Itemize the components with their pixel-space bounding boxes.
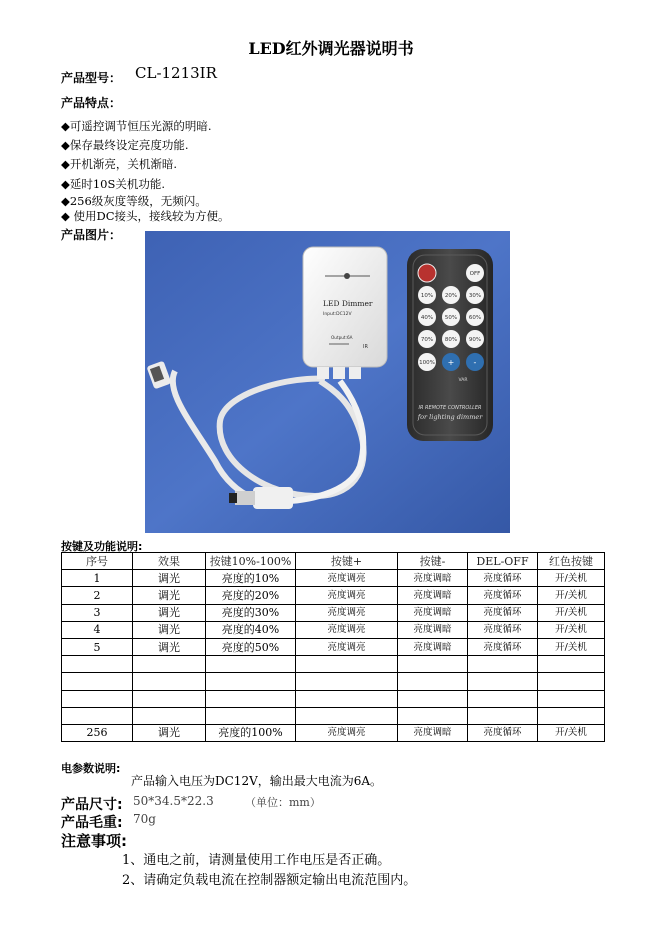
table-cell [296, 690, 398, 707]
remote-plus-button: + [447, 358, 455, 367]
table-cell: 开/关机 [538, 604, 605, 621]
table-header-row [62, 553, 605, 570]
remote-minus-button: - [473, 358, 477, 367]
table-cell: 亮度调亮 [296, 587, 398, 604]
table-cell: 调光 [133, 621, 206, 638]
table-cell: 亮度调暗 [398, 604, 468, 621]
table-cell [206, 690, 296, 707]
table-cell: 调光 [133, 638, 206, 655]
remote-button: 70% [420, 337, 434, 343]
table-cell [538, 656, 605, 673]
table-cell [468, 656, 538, 673]
table-cell [538, 707, 605, 724]
remote-subcaption: for lighting dimmer [417, 413, 483, 421]
dimmer-title: LED Dimmer [323, 299, 373, 308]
table-cell [538, 673, 605, 690]
table-cell: 亮度循环 [468, 638, 538, 655]
table-cell [468, 707, 538, 724]
table-cell: 亮度的50% [206, 638, 296, 655]
table-cell: 亮度循环 [468, 621, 538, 638]
model-value: CL-1213IR [135, 64, 217, 82]
table-cell: 调光 [133, 587, 206, 604]
product-photo [145, 231, 510, 533]
table-cell [206, 707, 296, 724]
table-cell [133, 707, 206, 724]
dimmer-ir: IR [363, 344, 368, 350]
table-cell: 亮度的30% [206, 604, 296, 621]
table-cell [296, 673, 398, 690]
table-cell: 亮度的40% [206, 621, 296, 638]
table-header-cell: 按键10%-100% [206, 553, 296, 570]
table-row [62, 587, 605, 604]
table-cell [398, 673, 468, 690]
note-item: 2、请确定负载电流在控制器额定输出电流范围内。 [122, 873, 417, 888]
table-cell: 亮度调亮 [296, 621, 398, 638]
table-header-cell: 按键- [398, 553, 468, 570]
document-title: LED红外调光器说明书 [248, 39, 414, 58]
table-cell [62, 707, 133, 724]
table-cell: 5 [62, 638, 133, 655]
table-header-cell: 红色按键 [538, 553, 605, 570]
table-cell: 亮度调亮 [296, 604, 398, 621]
dimmer-input: Input:DC12V [323, 312, 352, 317]
table-cell: 调光 [133, 570, 206, 587]
feature-item: ◆开机渐亮，关机渐暗. [61, 157, 177, 171]
table-cell: 开/关机 [538, 587, 605, 604]
table-cell [62, 656, 133, 673]
remote-caption: IR REMOTE CONTROLLER [418, 405, 482, 411]
table-row [62, 570, 605, 587]
size-label: 产品尺寸: [61, 797, 123, 813]
remote-button: 90% [468, 337, 482, 343]
table-cell: 开/关机 [538, 638, 605, 655]
table-cell: 开/关机 [538, 570, 605, 587]
dimmer-output: Output:6A [331, 335, 353, 340]
table-cell [206, 673, 296, 690]
electrical-text: 产品输入电压为DC12V，输出最大电流为6A。 [131, 774, 383, 788]
picture-label: 产品图片： [61, 228, 122, 242]
table-cell [133, 656, 206, 673]
table-cell: 亮度循环 [468, 587, 538, 604]
table-cell: 开/关机 [538, 724, 605, 741]
table-cell: 亮度调亮 [296, 638, 398, 655]
note-item: 1、通电之前，请测量使用工作电压是否正确。 [122, 853, 391, 868]
remote-button: 50% [444, 315, 458, 321]
table-cell: 亮度的20% [206, 587, 296, 604]
weight-value: 70g [133, 812, 156, 826]
table-cell: 亮度调亮 [296, 724, 398, 741]
remote-off-button: OFF [469, 271, 481, 277]
table-cell: 亮度的10% [206, 570, 296, 587]
model-label: 产品型号： [61, 71, 122, 85]
table-cell: 亮度的100% [206, 724, 296, 741]
table-cell [398, 707, 468, 724]
table-cell [468, 690, 538, 707]
table-cell [133, 690, 206, 707]
remote-button: 20% [444, 293, 458, 299]
table-cell: 256 [62, 724, 133, 741]
table-cell [538, 690, 605, 707]
feature-item: ◆ 使用DC接头，接线较为方便。 [61, 209, 230, 223]
table-header-cell: 按键+ [296, 553, 398, 570]
table-cell: 1 [62, 570, 133, 587]
remote-button: 60% [468, 315, 482, 321]
table-cell [206, 656, 296, 673]
weight-label: 产品毛重: [61, 815, 123, 831]
table-cell: 亮度调暗 [398, 724, 468, 741]
table-cell: 亮度调亮 [296, 570, 398, 587]
table-row [62, 690, 605, 707]
remote-button: 100% [419, 360, 435, 366]
table-row [62, 724, 605, 741]
keys-table [61, 552, 605, 742]
features-label: 产品特点： [61, 96, 122, 110]
table-cell: 调光 [133, 724, 206, 741]
feature-item: ◆可遥控调节恒压光源的明暗. [61, 119, 212, 133]
table-row [62, 707, 605, 724]
table-cell [62, 690, 133, 707]
table-row [62, 621, 605, 638]
table-cell: 亮度循环 [468, 604, 538, 621]
feature-item: ◆保存最终设定亮度功能. [61, 138, 189, 152]
table-cell: 调光 [133, 604, 206, 621]
electrical-label: 电参数说明: [61, 762, 121, 775]
table-cell: 4 [62, 621, 133, 638]
keys-label: 按键及功能说明: [61, 540, 143, 553]
table-header-cell: 效果 [133, 553, 206, 570]
feature-item: ◆256级灰度等级，无频闪。 [61, 194, 207, 208]
table-cell: 2 [62, 587, 133, 604]
size-unit: （单位：mm） [245, 796, 321, 809]
table-cell: 亮度调暗 [398, 621, 468, 638]
remote-button: 10% [420, 293, 434, 299]
table-row [62, 604, 605, 621]
remote-var-label: VAR [458, 378, 468, 383]
table-cell [398, 690, 468, 707]
table-cell [296, 707, 398, 724]
remote-button: 80% [444, 337, 458, 343]
table-cell: 亮度调暗 [398, 587, 468, 604]
table-header-cell: DEL-OFF [468, 553, 538, 570]
table-row [62, 638, 605, 655]
table-cell: 亮度调暗 [398, 638, 468, 655]
remote-button: 40% [420, 315, 434, 321]
table-header-cell: 序号 [62, 553, 133, 570]
table-cell: 亮度循环 [468, 724, 538, 741]
table-cell [62, 673, 133, 690]
table-cell [468, 673, 538, 690]
size-value: 50*34.5*22.3 [133, 794, 214, 808]
table-cell: 亮度调暗 [398, 570, 468, 587]
table-row [62, 673, 605, 690]
table-cell: 亮度循环 [468, 570, 538, 587]
table-cell [133, 673, 206, 690]
table-cell: 开/关机 [538, 621, 605, 638]
remote-button: 30% [468, 293, 482, 299]
notes-label: 注意事项: [61, 832, 127, 850]
feature-item: ◆延时10S关机功能. [61, 177, 166, 191]
table-row [62, 656, 605, 673]
table-cell: 3 [62, 604, 133, 621]
table-cell [398, 656, 468, 673]
table-cell [296, 656, 398, 673]
